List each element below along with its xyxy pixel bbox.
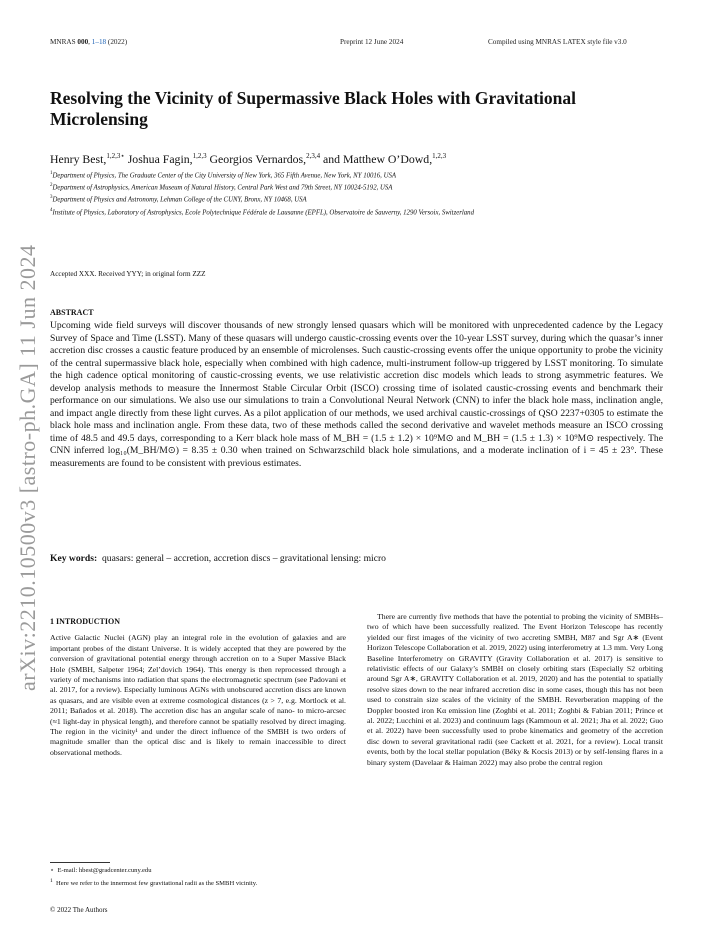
accepted-note: Accepted XXX. Received YYY; in original form ZZZ bbox=[50, 270, 206, 278]
keywords: Key words: quasars: general – accretion, accretion discs – gravitational lensing: micro bbox=[50, 553, 386, 564]
copyright: © 2022 The Authors bbox=[50, 906, 108, 914]
column-left bbox=[50, 617, 346, 758]
compile-note: Compiled using MNRAS LATEX style file v3.0 bbox=[488, 38, 627, 46]
paper-title: Resolving the Vicinity of Supermassive Black Holes with Gravitational Microlensing bbox=[50, 88, 576, 129]
footnote-rule bbox=[50, 862, 110, 863]
email-link[interactable]: E-mail: hbest@gradcenter.cuny.edu bbox=[57, 867, 152, 874]
footnotes bbox=[50, 866, 350, 889]
abstract-text: Upcoming wide field surveys will discover thousands of new strongly lensed quasars which will be monitored with unprecedented cadence by the Legacy Survey of Space and Time (LSST). Many of these quasars will undergo caustic-crossing events over the 10-year LSST survey, during which the quasar’s inner accretion disc crosses a caustic feature produced by an ensemble of microlenses. Such caustic-crossing events offer the unique opportunity to probe the vicinity of the central supermassive black hole, especially when combined with high cadence, multi-instrument follow-up triggered by LSST monitoring. To simulate the high cadence optical monitoring of caustic-crossing events, we use relativistic accretion disc models which leads to strong asymmetric features. We develop analysis methods to measure the Innermost Stable Circular Orbit (ISCO) crossing time of isolated caustic-crossing events and benchmark their performance on our simulations. We also use our simulations to train a Convolutional Neural Network (CNN) to infer the black hole mass, inclination angle, and impact angle directly from these light curves. As a pilot application of our methods, we used archival caustic-crossings of QSO 2237+0305 to estimate the black hole mass and inclination angle. From these data, two of these methods called the second derivative and wavelet methods measure an ISCO crossing time of 48.5 and 49.5 days, corresponding to a Kerr black hole mass of M_BH = (1.5 ± 1.2) × 10⁹M⊙ and M_BH = (1.5 ± 1.3) × 10⁹M⊙ respectively. The CNN inferred log₁₀(M_BH/M⊙) = 8.35 ± 0.30 when trained on Schwarzschild black hole simulations, and a moderate inclination of i = 45 ± 23°. These measurements are found to be consistent with previous estimates. bbox=[50, 320, 663, 470]
author-name: Henry Best, bbox=[50, 152, 107, 166]
abstract-heading: ABSTRACT bbox=[50, 308, 94, 317]
author-name: Georgios Vernardos, bbox=[206, 152, 307, 166]
pages-link[interactable]: 1–18 bbox=[91, 38, 107, 46]
column-right bbox=[367, 612, 663, 768]
affiliation: $^4$Institute of Physics, Laboratory of Astrophysics, Ecole Polytechnique Fédérale de Lausanne (EPFL), Observatoire de Sauverny, 1290 Versoix, Switzerland bbox=[50, 207, 474, 216]
arxiv-stamp: arXiv:2210.10500v3 [astro-ph.GA] 11 Jun 2024 bbox=[15, 244, 40, 691]
section-heading: 1 INTRODUCTION bbox=[50, 617, 121, 626]
journal-ref: MNRAS 000, 1–18 (2022) bbox=[50, 38, 128, 46]
affiliation: $^2$Department of Astrophysics, American Museum of Natural History, Central Park West and 79th Street, NY 10024-5192, USA bbox=[50, 183, 393, 192]
footnote: $^1$ Here we refer to the innermost few gravitational radii as the SMBH vicinity. bbox=[50, 878, 258, 888]
intro-paragraph: There are currently five methods that have the potential to probing the vicinity of SMBHs–two of which have been successfully realized. The Event Horizon Telescope has recently yielded our first images of the vicinity of two accreting SMBH, M87 and Sgr A∗ (Event Horizon Telescope Collaboration et al. 2019, 2022) using interferometry at 1.3 mm. Very Long Baseline Interferometry on GRAVITY (Gravity Collaboration et al. 2017) is sensitive to relativistic effects of our Galaxy’s SMBH on closely orbiting stars (Especially S2 orbiting around Sgr A∗, GRAVITY Collaboration et al. 2019, 2020) and has the potential to spatially resolve sizes down to the near infrared accretion disc in some cases, though this has not been used to constrain size scales of the vicinity of the SMBH. Reverberation mapping of the Doppler boosted iron Kα emission line (Zoghbi et al. 2011; Zoghbi & Fabian 2011; Prince et al. 2022; Lucchini et al. 2023) and continuum lags (Kammoun et al. 2021; Jha et al. 2022; Guo et al. 2022) have been successfully used to probe kinematics and geometry of the accretion disc down to several gravitational radii (see Cackett et al. 2021, for a review). Local transit events, both by the local stellar population (Béky & Kocsis 2013) or by self-lensing flares in a binary system (Davelaar & Haiman 2022) may also probe the central region bbox=[367, 612, 663, 767]
footnote: ⋆ E-mail: hbest@gradcenter.cuny.edu bbox=[50, 867, 152, 874]
affiliations bbox=[50, 169, 670, 218]
author-name: and Matthew O’Dowd, bbox=[320, 152, 433, 166]
author-list: Henry Best,$^{1,2,3⋆}$ Joshua Fagin,$^{1,2,3}$ Georgios Vernardos,$^{2,3,4}$ and Matthew O’Dowd,$^{1,2,3}$ bbox=[50, 152, 447, 166]
intro-paragraph: Active Galactic Nuclei (AGN) play an integral role in the evolution of galaxies and are important probes of the distant Universe. It is widely accepted that they are powered by the conversion of gravitational potential energy through accretion on to a Super Massive Black Hole (SMBH, Salpeter 1964; Zel’dovich 1964). This energy is then reprocessed through a variety of mechanisms into radiation that spans the electromagnetic spectrum (see Padovani et al. 2017, for a review). Especially luminous AGNs with unobscured accretion discs are known as quasars, and are visible even at extreme cosmological distances (z > 7, e.g. Mortlock et al. 2011; Bañados et al. 2018). The accretion disc has an angular scale of nano- to micro-arcsec (≈1 light-day in physical length), and therefore cannot be spatially resolved by direct imaging. The region in the vicinity¹ and under the direct influence of the SMBH is two orders of magnitude smaller than the optical disc and is likely to remain inaccessible to direct observational methods. bbox=[50, 633, 346, 757]
author-name: Joshua Fagin, bbox=[124, 152, 193, 166]
affiliation: $^1$Department of Physics, The Graduate Center of the City University of New York, 365 Fifth Avenue, New York, NY 10016, USA bbox=[50, 171, 397, 180]
preprint-date: Preprint 12 June 2024 bbox=[340, 38, 404, 46]
affiliation: $^3$Department of Physics and Astronomy, Lehman College of the CUNY, Bronx, NY 10468, USA bbox=[50, 195, 307, 204]
